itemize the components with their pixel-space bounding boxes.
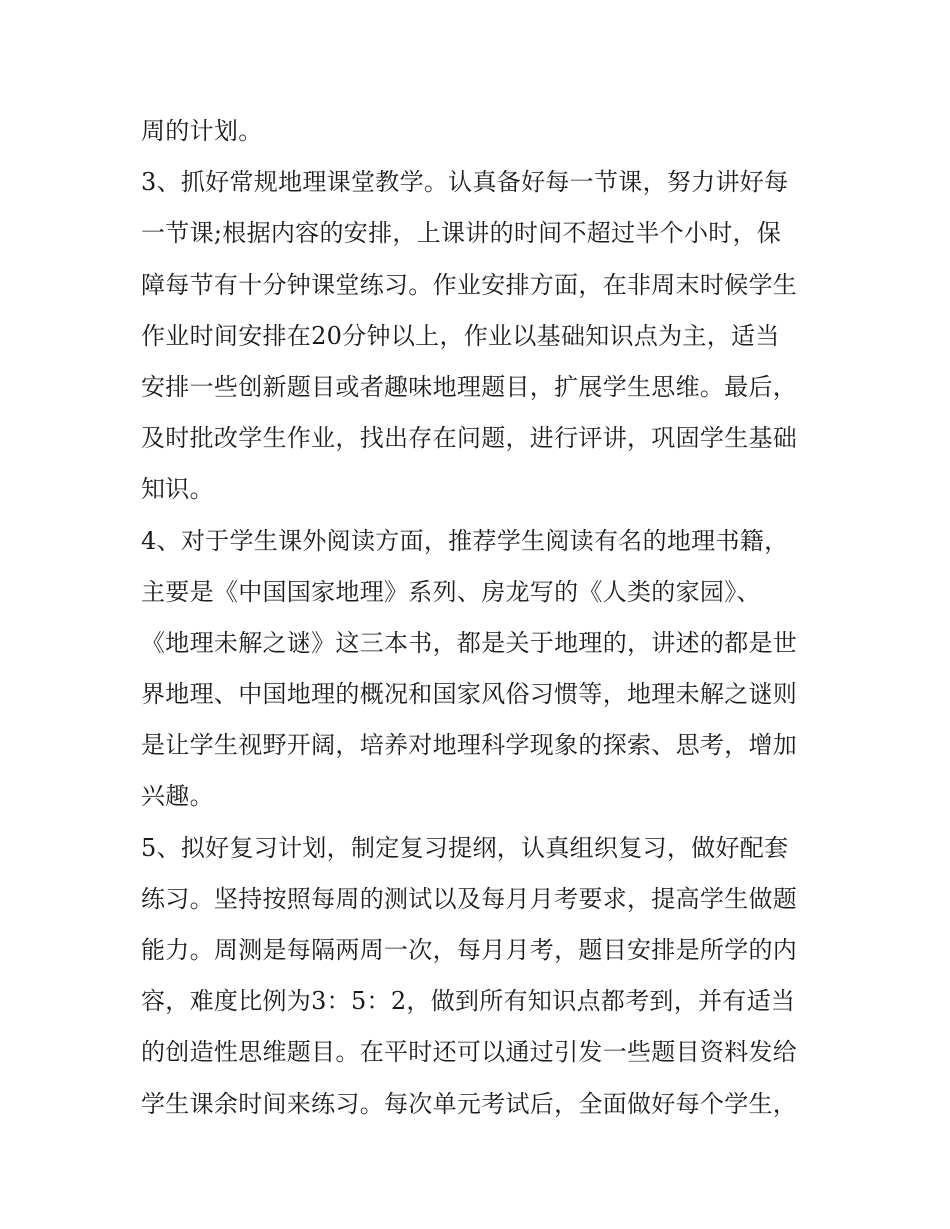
text-line: 作业时间安排在20分钟以上，作业以基础知识点为主，适当 — [141, 321, 780, 350]
text-line: 的创造性思维题目。在平时还可以通过引发一些题目资料发给 — [141, 1038, 798, 1067]
text-line: 障每节有十分钟课堂练习。作业安排方面，在非周末时候学生 — [141, 270, 798, 299]
text-line: 兴趣。 — [141, 782, 214, 811]
text-line: 容，难度比例为3：5：2，做到所有知识点都考到，并有适当 — [141, 987, 796, 1016]
text-line: 及时批改学生作业，找出存在问题，进行评讲，巩固学生基础 — [141, 424, 798, 453]
text-line: 一节课;根据内容的安排，上课讲的时间不超过半个小时，保 — [141, 219, 782, 248]
text-line: 《地理未解之谜》这三本书，都是关于地理的，讲述的都是世 — [141, 628, 798, 657]
text-line: 学生课余时间来练习。每次单元考试后，全面做好每个学生， — [141, 1089, 798, 1118]
text-line: 3、抓好常规地理课堂教学。认真备好每一节课，努力讲好每 — [141, 168, 789, 197]
text-line: 周的计划。 — [141, 117, 263, 145]
text-line: 知识。 — [141, 475, 214, 504]
text-line: 主要是《中国国家地理》系列、房龙写的《人类的家园》、 — [141, 577, 761, 606]
text-line: 4、对于学生课外阅读方面，推荐学生阅读有名的地理书籍， — [141, 526, 789, 555]
text-line: 是让学生视野开阔，培养对地理科学现象的探索、思考，增加 — [141, 731, 798, 760]
text-line: 界地理、中国地理的概况和国家风俗习惯等，地理未解之谜则 — [141, 680, 798, 709]
text-line: 能力。周测是每隔两周一次，每月月考，题目安排是所学的内 — [141, 936, 798, 964]
text-line: 安排一些创新题目或者趣味地理题目，扩展学生思维。最后， — [141, 372, 798, 401]
text-line: 5、拟好复习计划，制定复习提纲，认真组织复习，做好配套 — [141, 833, 789, 862]
text-line: 练习。坚持按照每周的测试以及每月月考要求，提高学生做题 — [141, 884, 798, 913]
body-text — [141, 106, 821, 1130]
